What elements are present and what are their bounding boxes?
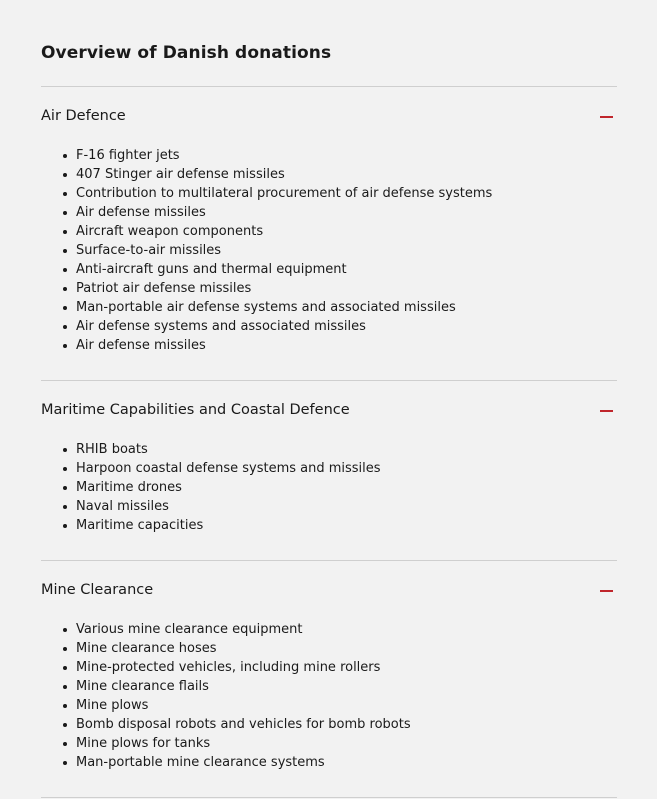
list-item: Man-portable mine clearance systems [41,753,411,772]
minus-icon[interactable] [600,590,613,592]
section-title: Maritime Capabilities and Coastal Defence [41,402,350,418]
section-divider [41,797,617,798]
section-title: Air Defence [41,108,126,124]
list-item: Naval missiles [41,497,381,516]
section-divider [41,380,617,381]
air-defence-list [41,146,492,355]
list-item: Mine plows [41,696,411,715]
page-title: Overview of Danish donations [41,43,332,63]
list-item: Anti-aircraft guns and thermal equipment [41,260,492,279]
section-title: Mine Clearance [41,582,154,598]
list-item: 407 Stinger air defense missiles [41,165,492,184]
minus-icon[interactable] [600,116,613,118]
list-item: F-16 fighter jets [41,146,492,165]
list-item: Air defense missiles [41,336,492,355]
section-divider [41,86,617,87]
accordion-header-mine-clearance[interactable] [41,582,617,602]
mine-clearance-list [41,620,411,772]
list-item: RHIB boats [41,440,381,459]
list-item: Air defense missiles [41,203,492,222]
list-item: Mine-protected vehicles, including mine rollers [41,658,411,677]
accordion-header-maritime[interactable] [41,402,617,422]
minus-icon[interactable] [600,410,613,412]
list-item: Air defense systems and associated missiles [41,317,492,336]
list-item: Mine plows for tanks [41,734,411,753]
list-item: Bomb disposal robots and vehicles for bomb robots [41,715,411,734]
section-divider [41,560,617,561]
list-item: Man-portable air defense systems and associated missiles [41,298,492,317]
list-item: Patriot air defense missiles [41,279,492,298]
accordion-header-air-defence[interactable] [41,108,617,128]
list-item: Mine clearance flails [41,677,411,696]
list-item: Various mine clearance equipment [41,620,411,639]
list-item: Aircraft weapon components [41,222,492,241]
list-item: Harpoon coastal defense systems and missiles [41,459,381,478]
list-item: Maritime drones [41,478,381,497]
list-item: Contribution to multilateral procurement of air defense systems [41,184,492,203]
list-item: Surface-to-air missiles [41,241,492,260]
list-item: Maritime capacities [41,516,381,535]
list-item: Mine clearance hoses [41,639,411,658]
maritime-list [41,440,381,535]
